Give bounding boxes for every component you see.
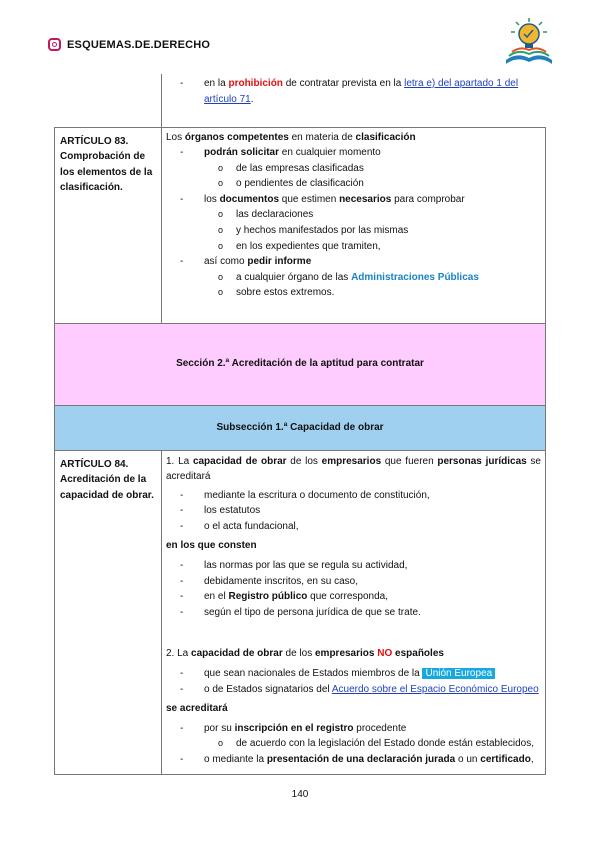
table-row — [55, 74, 546, 127]
table-row — [55, 127, 546, 323]
list-item: - en la prohibición de contratar prevista en la letra e) del apartado 1 del artículo 71. — [180, 78, 519, 105]
eee-agreement-link[interactable]: Acuerdo sobre el Espacio Económico Europeo — [331, 683, 539, 695]
lightbulb-books-icon — [500, 16, 558, 66]
brand-name: ESQUEMAS.DE.DERECHO — [67, 38, 211, 51]
article-83-title: ARTÍCULO 83. Comprobación de los elementos de la clasificación. — [55, 127, 162, 323]
table-row — [55, 323, 546, 405]
instagram-icon — [48, 38, 61, 51]
article-84-title: ARTÍCULO 84. Acreditación de la capacidad de obrar. — [55, 450, 162, 774]
article-84-content: 1. La capacidad de obrar de los empresarios que fueren personas jurídicas se acreditará - mediante la escritura o documento de constitución, - los estatutos - o el acta fundacional, en los que consten - las normas por las que se regula su actividad, - debidamente inscritos, en su caso, - en el Registro público que corresponda, - según el tipo de persona jurídica de que se trate. 2. La capacidad de obrar de los empresarios NO españoles - que sean nacionales de Estados miembros de la Unión Europea - o de Estados signatarios del Acuerdo sobre el Espacio Económico Europeo se acreditará - por su inscripción en el registro procedente o de acuerdo con la legislación del Estado donde están establecidos, - o mediante la presentación de una declaración jurada o un certificado, — [162, 450, 546, 774]
table-row — [55, 405, 546, 450]
content-table — [54, 74, 546, 775]
article-71-link[interactable]: letra e) del apartado 1 del artículo 71 — [204, 78, 519, 105]
page-number: 140 — [291, 789, 309, 800]
subsection-heading: Subsección 1.ª Capacidad de obrar — [55, 405, 546, 450]
table-row — [55, 450, 546, 774]
article-83-content: Los órganos competentes en materia de clasificación - podrán solicitar en cualquier momento o de las empresas clasificadas o o pendientes de clasificación - los documentos que estimen necesarios para comprobar o las declaraciones o y hechos manifestados por las mismas o en los expedientes que tramiten, - así como pedir informe o a cualquier órgano de las Administraciones Públicas o sobre estos extremos. — [162, 127, 546, 323]
section-heading: Sección 2.ª Acreditación de la aptitud para contratar — [55, 323, 546, 405]
header — [48, 38, 210, 51]
